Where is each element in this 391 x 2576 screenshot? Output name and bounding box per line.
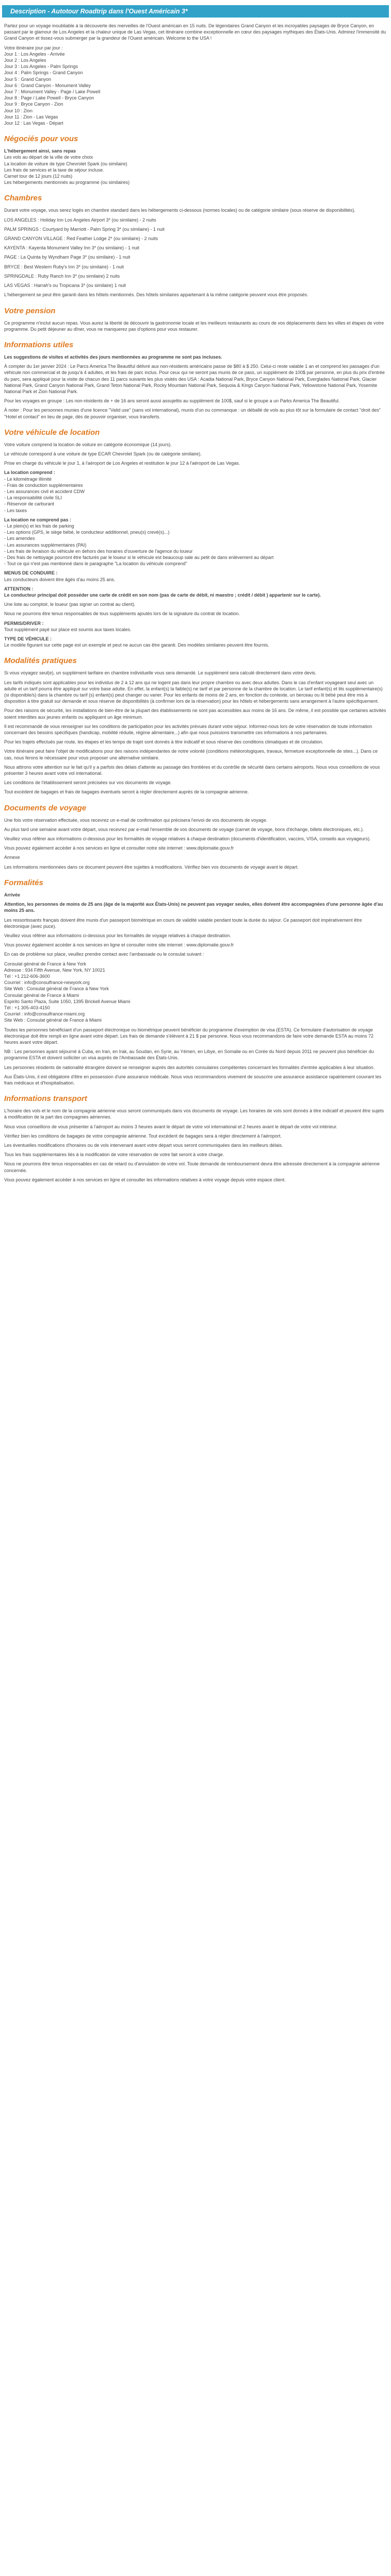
hotel-item: LAS VEGAS : Harrah's ou Tropicana 3* (ou similaire) 1 nuit: [4, 283, 126, 289]
section-heading-practical: Modalités pratiques: [4, 656, 77, 666]
formalities-paragraph: En cas de problème sur place, veuillez prendre contact avec l'ambassade ou le consulat suivant :: [4, 952, 204, 957]
transport-paragraph: Nous ne pourrons être tenus responsables en cas de retard ou d'annulation de votre vol. Toute demande de remboursement devra être adressée directement à la compagnie aérienne concernée.: [4, 1161, 380, 1173]
itinerary-day: Jour 11 : Zion - Las Vegas: [4, 114, 58, 120]
section-heading-transport: Informations transport: [4, 1094, 87, 1104]
formalities-paragraph: Vous pouvez également accéder à nos services en ligne et consulter notre site internet : www.diplomatie.gouv.fr: [4, 942, 234, 948]
car-age-title: MENUS DE CONDUIRE :: [4, 570, 58, 576]
transport-paragraph: Tous les frais supplémentaires liés à la modification de votre réservation de votre fait seront à votre charge.: [4, 1152, 224, 1158]
formalities-paragraph: Veuillez vous référer aux informations ci-dessous pour les formalités de voyage relatives à chaque destination.: [4, 933, 231, 938]
practical-paragraph: Pour des raisons de sécurité, les installations de bien-être de la plupart des établissements ne sont pas accessibles aux moins de 16 ans. De même, il est possible que certaines activités soient interdites aux jeunes enfants ou appliquent un âge minimum.: [4, 708, 386, 720]
car-exclude-item: - Les assurances supplémentaires (PAI): [4, 542, 87, 548]
car-attention-text: Nous ne pourrons être tenus responsables de tous suppléments ajoutés lors de la signature du contrat de location.: [4, 611, 240, 617]
car-attention-title: ATTENTION :: [4, 586, 34, 591]
practical-paragraph: Pour les trajets effectués par route, les étapes et les temps de trajet sont donnés à titre indicatif et sous réserve des conditions climatiques et de circulation.: [4, 739, 323, 745]
section-heading-rooms: Chambres: [4, 194, 42, 203]
car-permis-title: PERMIS/DRIVER :: [4, 620, 44, 626]
car-age-text: Les conducteurs doivent être âgés d'au moins 25 ans.: [4, 577, 116, 582]
info-paragraph: Pour les voyages en groupe : Les non-résidents de + de 16 ans seront aussi assujettis au supplément de 100$, sauf si le groupe a un Parks America The Beautiful.: [4, 398, 340, 404]
car-type-title: TYPE DE VÉHICULE :: [4, 636, 52, 642]
hotel-item: GRAND CANYON VILLAGE : Red Feather Lodge 2* (ou similaire) - 2 nuits: [4, 236, 158, 242]
transport-paragraph: Vérifiez bien les conditions de bagages de votre compagnie aérienne. Tout excédent de bagages sera à régler directement à l'aéroport.: [4, 1133, 282, 1139]
hotel-item: PALM SPRINGS : Courtyard by Marriott - Palm Spring 3* (ou similaire) - 1 nuit: [4, 226, 165, 232]
car-excludes-title: La location ne comprend pas :: [4, 517, 72, 522]
section-heading-meals: Votre pension: [4, 306, 56, 315]
practical-paragraph: Si vous voyagez seul(e), un supplément tarifaire en chambre individuelle vous sera demandé. Le supplément sera calculé directement dans votre devis.: [4, 670, 317, 676]
itinerary-day: Jour 9 : Bryce Canyon - Zion: [4, 101, 63, 107]
car-include-item: - Le kilométrage illimité: [4, 476, 52, 482]
transport-paragraph: Vous pouvez également accéder à nos services en ligne et consulter les informations relatives à votre voyage depuis votre espace client.: [4, 1177, 286, 1182]
car-type: Le véhicule correspond à une voiture de type ECAR Chevrolet Spark (ou de catégorie similaire).: [4, 451, 202, 456]
formalities-paragraph: Aux États-Unis, il est obligatoire d'être en possession d'une assurance médicale. Nous vous recommandons vivement de souscrire une assurance assistance rapatriement couvrant les frais médicaux et d'hospitalisation.: [4, 1074, 382, 1086]
car-include-item: - Frais de conduction supplémentaires: [4, 482, 83, 488]
consulate-line: Tél : +1 305-403-4150: [4, 1005, 50, 1010]
consulate-line: Espirito Santo Plaza, Suite 1050, 1395 Brickell Avenue Miami: [4, 998, 131, 1004]
page: [2, 5, 389, 1183]
hotel-item: KAYENTA : Kayenta Monument Valley Inn 3* (ou similaire) - 1 nuit: [4, 245, 140, 251]
consulate-line: Site Web : Consulat général de France à New York: [4, 986, 109, 992]
consulate-line: Adresse : 934 Fifth Avenue, New York, NY 10021: [4, 967, 105, 973]
itinerary-day: Jour 6 : Grand Canyon - Monument Valley: [4, 82, 91, 88]
formalities-paragraph: NB : Les personnes ayant séjourné à Cuba, en Iran, en Irak, au Soudan, en Syrie, au Yémen, en Libye, en Somalie ou en Corée du Nord depuis 2011 ne peuvent plus bénéficier du programme ESTA et doivent solliciter un visa auprès de l'Ambassade des États-Unis.: [4, 1049, 374, 1061]
hotel-item: LOS ANGELES : Holiday Inn Los Angeles Airport 3* (ou similaire) - 2 nuits: [4, 217, 156, 223]
car-permis-text: Tout supplément payé sur place est soumis aux taxes locales.: [4, 626, 132, 632]
car-exclude-item: - Tout ce qui n'est pas mentionné dans le paragraphe "La location du véhicule comprend": [4, 561, 187, 567]
car-excludes-list: [4, 523, 387, 567]
info-paragraph: À compter du 1er janvier 2024 : Le Parcs America The Beautiful délivré aux non-résidents américains passe de $80 à $ 250. Celui-ci reste valable 1 an et comprend les passages d'un véhicule non commercial et de jusqu'à 4 adultes, et les frais de parc inclus. Pour ceux qui ne seront pas munis de ce pass, un supplément de 100$ par personne, en plus du prix d'entrée du parc, sera appliqué pour la visite de chacun des 11 parcs suivants les plus visités des USA : Acadia National Park, Bryce Canyon National Park, Everglades National Park, Glacier National Park, Grand Canyon National Park, Grand Teton National Park, Rocky Mountain National Park, Sequoia & Kings Canyon National Park, Yellowstone National Park, Yosemite National Park et Zion National Park.: [4, 364, 385, 394]
itinerary-day: Jour 3 : Los Angeles - Palm Springs: [4, 64, 78, 70]
documents-paragraph: Veuillez vous référer aux informations ci-dessous pour les formalités de voyage relatives à chaque destination (documents d'identification, vaccins, VISA, conseils aux voyageurs).: [4, 836, 371, 842]
car-include-item: - Les assurances civil et accident CDW: [4, 488, 85, 494]
info-bullet: Les suggestions de visites et activités des jours mentionnées au programme ne sont pas incluses.: [4, 354, 222, 360]
car-include-item: - La responsabilité civile SLI: [4, 495, 62, 501]
car-exclude-item: - Les frais de livraison du véhicule en dehors des horaires d'ouverture de l'agence du loueur: [4, 548, 193, 554]
hotel-item: PAGE : La Quinta by Wyndham Page 3* (ou similaire) - 1 nuit: [4, 255, 131, 260]
formalities-paragraph: Les personnes résidents de nationalité étrangère doivent se renseigner auprès des autorités consulaires compétentes concernant les formalités d'entrée applicables à leur situation.: [4, 1064, 375, 1070]
formalities-paragraph: Toutes les personnes bénéficiant d'un passeport électronique ou biométrique peuvent bénéficier du programme d'exemption de visa (ESTA). Ce formulaire d'autorisation de voyage électronique doit être rempli en ligne avant votre départ. Les frais de demande s'élèvent à 21 $ par personne. Nous vous recommandons de faire votre demande ESTA au moins 72 heures avant votre départ.: [4, 1027, 373, 1045]
transport-paragraph: Nous vous conseillons de vous présenter à l'aéroport au moins 3 heures avant le départ de votre vol international et 2 heures avant le départ de votre vol intérieur.: [4, 1124, 338, 1129]
practical-paragraph: Votre itinéraire peut faire l'objet de modifications pour des raisons indépendantes de notre volonté (conditions météorologiques, travaux, fermeture exceptionnelle de sites...). Dans ce cas, nous ferons le nécessaire pour vous proposer une alternative similaire.: [4, 749, 378, 760]
car-type-text: Le modèle figurant sur cette page est un exemple et peut ne aucun cas être garanti. Des modèles similaires peuvent être fournis.: [4, 642, 269, 648]
documents-paragraph: Une fois votre réservation effectuée, vous recevrez un e-mail de confirmation qui précisera l'envoi de vos documents de voyage.: [4, 817, 268, 823]
itinerary-day: Jour 4 : Palm Springs - Grand Canyon: [4, 70, 83, 76]
included-item: Les hébergements mentionnés au programme (ou similaires): [4, 180, 130, 185]
rooms-intro: Durant votre voyage, vous serez logés en chambre standard dans les hébergements ci-dessous (normes locales) ou de catégorie similaire (sous réserve de disponibilités).: [4, 208, 355, 213]
practical-paragraph: Les conditions de l'établissement seront précisées sur vos documents de voyage.: [4, 780, 172, 786]
itinerary-day: Jour 1 : Los Angeles - Arrivée: [4, 51, 65, 57]
car-includes-title: La location comprend :: [4, 470, 56, 476]
rooms-note: L'hébergement se peut être garanti dans les hôtels mentionnés. Des hôtels similaires appartenant à la même catégorie peuvent vous être proposés.: [4, 292, 308, 298]
car-exclude-item: - Les amendes: [4, 536, 35, 541]
car-intro: Votre voiture comprend la location de voiture en catégorie économique (14 jours).: [4, 442, 172, 447]
itinerary-day: Jour 12 : Las Vegas - Départ: [4, 121, 63, 126]
practical-paragraph: Les tarifs indiqués sont applicables pour les individus de 2 à 12 ans qui ne logent pas dans leur propre chambre ou avec deux adultes. Dans le cas d'enfant voyageant seul avec un adulte et un tarif pourra être appliqué sur votre base adulte. En effet, la enfant(s) la faible(s) ne tarif et par personne de la chambre de location. Le tarif enfant(s) et lits supplémentaire(s) (si disponible/s) dans la chambre ou tarif (s) enfant(s) peut changer ou varier. Pour les enfants de moins de 2 ans, en fonction du contexte, un berceau ou lit bébé peut être mis à disposition à titre gratuit sur demande et sous réserve de disponibilités (à confirmer lors de la réservation) pour les hôtels et hébergements sans arrangement à l'autre spécifiquement.: [4, 680, 383, 704]
included-item: La location de voiture de type Chevrolet Spark (ou similaire): [4, 161, 127, 166]
documents-paragraph: Vous pouvez également accéder à nos services en ligne et consulter notre site internet : www.diplomatie.gouv.fr: [4, 845, 234, 851]
section-heading-info: Informations utiles: [4, 340, 74, 349]
formalities-paragraph: Les ressortissants français doivent être munis d'un passeport biométrique en cours de validité valable pendant toute la durée du séjour. Ce passeport doit impérativement être électronique (avec puce).: [4, 917, 362, 929]
car-include-item: - Réservoir de carburant: [4, 501, 55, 507]
included-list: [4, 148, 387, 185]
formalities-paragraph: Attention, les personnes de moins de 25 ans (âge de la majorité aux États-Unis) ne peuvent pas voyager seules, elles doivent être accompagnées d'une personne âgée d'au moins 25 ans.: [4, 902, 383, 913]
itinerary-intro: Votre itinéraire jour par jour :: [4, 45, 63, 50]
included-item: L'hébergement ainsi, sans repas: [4, 148, 76, 154]
section-heading-documents: Documents de voyage: [4, 803, 87, 812]
section-heading-car: Votre véhicule de location: [4, 428, 100, 437]
consulate-line: Site Web : Consulat général de France à Miami: [4, 1018, 102, 1023]
car-pickup: Prise en charge du véhicule le jour 1, à l'aéroport de Los Angeles et restitution le jour 12 à l'aéroport de Las Vegas.: [4, 461, 240, 466]
description-banner: Description - Autotour Roadtrip dans l'Ouest Américain 3*: [2, 5, 389, 18]
transport-paragraph: Les éventuelles modifications d'horaires ou de vols intervenant avant votre départ vous seront communiquées dans les meilleurs délais.: [4, 1142, 283, 1148]
consulate-line: Tél : +1 212-606-3600: [4, 973, 50, 979]
itinerary-day: Jour 5 : Grand Canyon: [4, 76, 52, 82]
practical-paragraph: Tout excédent de bagages et frais de bagages éventuels seront à régler directement auprès de la compagnie aérienne.: [4, 789, 249, 795]
itinerary-day: Jour 2 : Los Angeles: [4, 58, 46, 63]
documents-paragraph: Les informations mentionnées dans ce document peuvent être sujettes à modifications. Vérifiez bien vos documents de voyage avant le départ.: [4, 864, 299, 870]
consulate-line: Courriel : info@consulfrance-miami.org: [4, 1011, 85, 1017]
car-attention-text: Une liste au comptoir, le loueur (pas signer un contrat au client).: [4, 602, 136, 607]
section-heading-included: Négociés pour vous: [4, 134, 78, 144]
consulate-line: Courriel : info@consulfrance-newyork.org: [4, 980, 90, 986]
included-item: Les vols au départ de la ville de votre choix: [4, 155, 93, 160]
car-includes-list: [4, 476, 387, 514]
intro-paragraph: Partez pour un voyage inoubliable à la découverte des merveilles de l'Ouest américain en 15 nuits. De légendaires Grand Canyon et les incroyables paysages de Bryce Canyon, en passant par le glamour de Los Angeles et la chaleur unique de Las Vegas, cet itinéraire combine exceptionnelle en cœur des paysages mythiques des États-Unis. Admirez l'immensité du Grand Canyon et tissez-vous submerger par la grandeur de l'Ouest américain. Welcome to the USA !: [4, 23, 386, 41]
itinerary-days: [4, 51, 387, 126]
car-exclude-item: - Les options (GPS, le siège bébé, le conducteur additionnel, pneu(s) crevé(s)...): [4, 530, 170, 535]
documents-paragraph: Annexe: [4, 855, 20, 860]
car-exclude-item: - Le plein(s) et les frais de parking: [4, 523, 74, 529]
consulate-line: Consulat général de France à Miami: [4, 992, 79, 998]
hotel-item: SPRINGDALE : Ruby Ranch Inn 3* (ou similaire) 2 nuits: [4, 273, 120, 279]
itinerary-day: Jour 8 : Page / Lake Powell - Bryce Canyon: [4, 95, 94, 101]
car-include-item: - Les taxes: [4, 507, 27, 513]
car-exclude-item: - Des frais de nettoyage pourront être facturés par le loueur si le véhicule est beaucoup sale au petit de dans enlèvement au départ: [4, 554, 274, 560]
included-item: Les frais de services et la taxe de séjour incluse.: [4, 167, 104, 173]
content: [2, 23, 389, 1183]
section-heading-formalities: Formalités: [4, 878, 43, 887]
car-attention-text: Le conducteur principal doit posséder une carte de crédit en son nom (pas de carte de débit, ni maestro ; crédit / débit ) appartenir sur le carte).: [4, 592, 321, 598]
consulate-ny: [4, 961, 387, 1024]
itinerary-day: Jour 10 : Zion: [4, 108, 33, 113]
hotel-item: BRYCE : Best Western Ruby's Inn 3* (ou similaire) - 1 nuit: [4, 264, 124, 269]
info-paragraph: À noter : Pour les personnes munies d'une licence "Valid use" (sans vol international), munis d'un ou commanque : un déballé de vols au plus tôt sur la formulaire de contact "droit des" "Hotel et contact" en lieu de page, dès de pouvoir organiser, vous transferts.: [4, 408, 381, 419]
meals-text: Ce programme n'inclut aucun repas. Vous aurez la liberté de découvrir la gastronomie locale et les meilleurs restaurants au cours de vos déplacements dans les villes et étapes de votre programme. Du petit déjeuner au dîner, vous ne manquerez pas d'options pour vous restaurer.: [4, 320, 384, 332]
documents-paragraph: Au plus tard une semaine avant votre départ, vous recevrez par e-mail l'ensemble de vos documents de voyage (carnet de voyage, bons d'échange, billets électroniques, etc.).: [4, 826, 364, 832]
itinerary-day: Jour 7 : Monument Valley - Page / Lake Powell: [4, 89, 101, 95]
transport-paragraph: L'horaire des vols et le nom de la compagnie aérienne vous seront communiqués dans vos documents de voyage. Les horaires de vols sont donnés à titre indicatif et peuvent être sujets à modification de la part des compagnies aériennes.: [4, 1108, 384, 1120]
formalities-subtitle: Arrivée: [4, 892, 21, 897]
included-item: Carnet tour de 12 jours (12 nuits): [4, 174, 73, 179]
practical-paragraph: Nous attirons votre attention sur le fait qu'il y a parfois des délais d'attente au passage des frontières et du contrôle de sécurité dans certains aéroports. Nous vous conseillons de vous présenter 3 heures avant votre vol international.: [4, 764, 380, 776]
practical-paragraph: Il est recommandé de vous renseigner sur les conditions de participation pour les activités prévues durant votre séjour. Informez-nous lors de votre réservation de toute information concernant des besoins spécifiques (handicap, mobilité réduite, régime alimentaire...) afin que nous puissions transmettre ces informations à nos partenaires.: [4, 723, 372, 736]
consulate-line: Consulat général de France à New York: [4, 961, 87, 967]
